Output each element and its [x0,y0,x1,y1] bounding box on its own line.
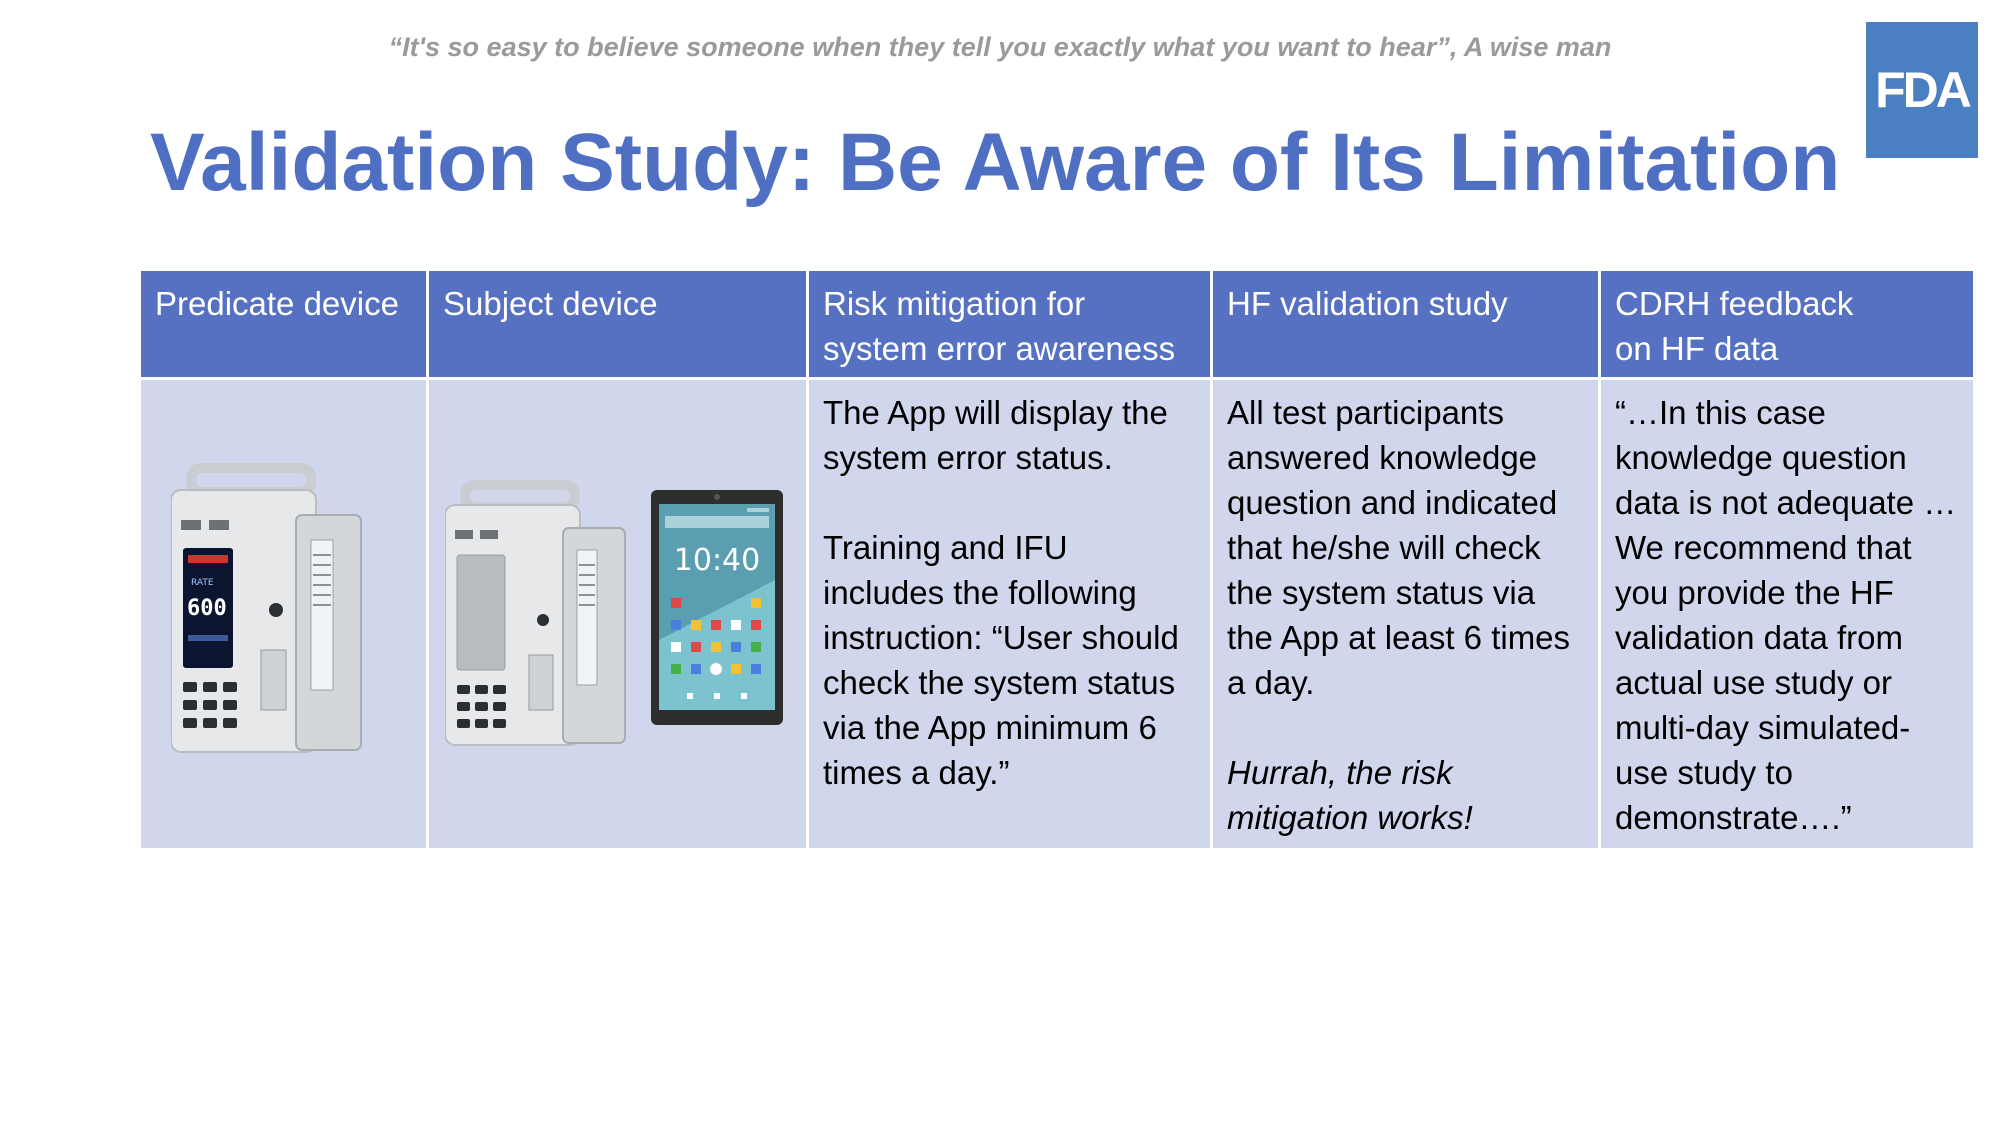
smartphone-app-image [651,490,783,725]
fda-logo [1866,22,1978,158]
infusion-pump-with-display-image [171,460,371,760]
predicate-device-cell [141,380,426,848]
table-row [141,380,1973,848]
header-cdrh-feedback: CDRH feedback on HF data [1601,271,1973,377]
quote: “It's so easy to believe someone when they tell you exactly what you want to hear”, A wise man [388,32,1612,62]
cdrh-feedback-cell [1601,380,1973,848]
header-risk-mitigation: Risk mitigation for system error awareness [809,271,1210,377]
svg-text:600: 600 [187,596,227,621]
header-hf-validation: HF validation study [1213,271,1598,377]
hf-validation-para2: Hurrah, the risk mitigation works! [1227,754,1473,836]
slide-title: Validation Study: Be Aware of Its Limitation [150,117,1841,208]
comparison-table [138,268,1976,851]
risk-mitigation-para2: Training and IFU includes the following instruction: “User should check the system status via the App minimum 6 times a day.” [823,529,1179,791]
cdrh-feedback-text: “…In this case knowledge question data is not adequate … We recommend that you provide the HF validation data from actual use study or multi-day simulated-use study to demonstrate….” [1615,394,1957,836]
subject-device-cell [429,380,806,848]
infusion-pump-without-display-image [445,480,630,750]
fda-logo-text: FDA [1875,62,1969,118]
hf-validation-para1: All test participants answered knowledge question and indicated that he/she will check the system status via the App at least 6 times a day. [1227,394,1571,701]
header-subject-device: Subject device [429,271,806,377]
table-header-row [141,271,1973,377]
svg-text:10:40: 10:40 [673,543,761,578]
risk-mitigation-cell [809,380,1210,848]
header-predicate-device: Predicate device [141,271,426,377]
risk-mitigation-para1: The App will display the system error status. [823,394,1168,476]
hf-validation-cell [1213,380,1598,848]
svg-text:RATE: RATE [191,578,214,588]
